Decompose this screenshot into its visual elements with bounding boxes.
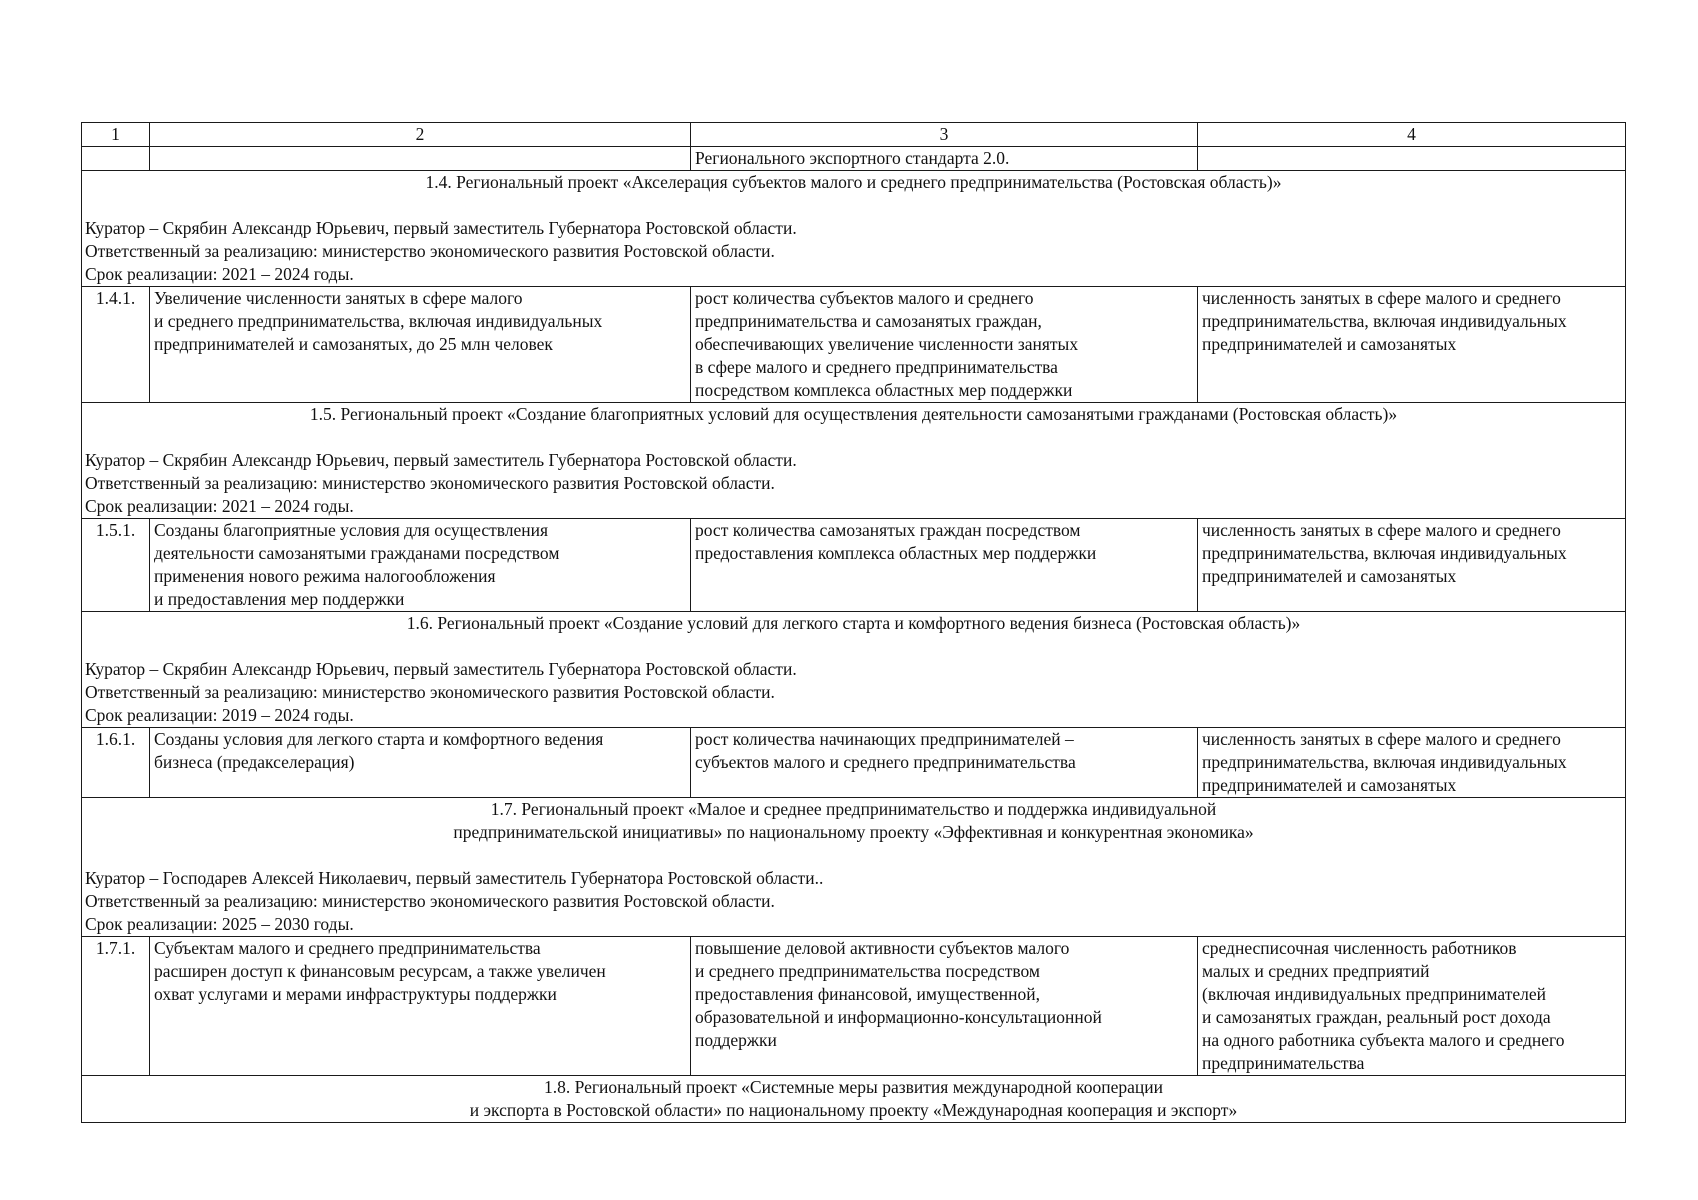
section-responsible: Ответственный за реализацию: министерство экономического развития Ростовской области. — [85, 473, 775, 493]
description-text-line: поддержки — [695, 1030, 777, 1050]
task-cell — [150, 728, 691, 798]
task-cell — [150, 519, 691, 612]
indicator-text-line: и самозанятых граждан, реальный рост дохода — [1202, 1007, 1551, 1027]
description-text-line: и среднего предпринимательства посредством — [695, 961, 1041, 981]
section-title — [85, 798, 1622, 844]
row-number: 1.6.1. — [82, 728, 150, 798]
column-number-1: 1 — [82, 123, 150, 147]
description-text-line: предоставления комплекса областных мер поддержки — [695, 543, 1097, 563]
task-cell — [150, 937, 691, 1076]
continuation-row — [82, 147, 1626, 171]
section-header-row — [82, 612, 1626, 728]
description-cell — [691, 728, 1198, 798]
task-text-line: и среднего предпринимательства, включая индивидуальных — [154, 311, 603, 331]
table-row — [82, 519, 1626, 612]
section-header-row — [82, 403, 1626, 519]
task-text-line: предпринимателей и самозанятых, до 25 млн человек — [154, 334, 553, 354]
final-section-title — [85, 1076, 1622, 1122]
task-text-line: деятельности самозанятыми гражданами посредством — [154, 543, 560, 563]
column-number-3: 3 — [691, 123, 1198, 147]
task-text-line: Увеличение численности занятых в сфере малого — [154, 288, 523, 308]
section-header-row — [82, 798, 1626, 937]
column-number-4: 4 — [1198, 123, 1626, 147]
description-text-line: предпринимательства и самозанятых граждан, — [695, 311, 1042, 331]
task-text-line: бизнеса (предакселерация) — [154, 752, 355, 772]
row-number: 1.4.1. — [82, 287, 150, 403]
section-header-cell — [82, 612, 1626, 728]
description-text-line: посредством комплекса областных мер поддержки — [695, 380, 1073, 400]
document-table — [81, 122, 1626, 1123]
row-number: 1.5.1. — [82, 519, 150, 612]
continuation-cell-2 — [150, 147, 691, 171]
indicator-text-line: численность занятых в сфере малого и среднего — [1202, 288, 1561, 308]
section-curator: Куратор – Скрябин Александр Юрьевич, первый заместитель Губернатора Ростовской области. — [85, 659, 797, 679]
section-header-cell — [82, 403, 1626, 519]
indicator-text-line: предпринимательства, включая индивидуальных — [1202, 543, 1567, 563]
description-cell — [691, 937, 1198, 1076]
final-section-header-row — [82, 1076, 1626, 1123]
row-number: 1.7.1. — [82, 937, 150, 1076]
description-text-line: образовательной и информационно-консультационной — [695, 1007, 1102, 1027]
section-header-row — [82, 171, 1626, 287]
section-title-line: и экспорта в Ростовской области» по национальному проекту «Международная кооперация и экспорт» — [469, 1100, 1238, 1120]
section-title — [85, 171, 1622, 194]
indicator-text-line: предпринимателей и самозанятых — [1202, 566, 1457, 586]
description-text-line: в сфере малого и среднего предпринимательства — [695, 357, 1058, 377]
indicator-text-line: на одного работника субъекта малого и среднего — [1202, 1030, 1565, 1050]
section-term: Срок реализации: 2021 – 2024 годы. — [85, 264, 354, 284]
description-text-line: обеспечивающих увеличение численности занятых — [695, 334, 1079, 354]
section-header-cell — [82, 171, 1626, 287]
section-title-line: предпринимательской инициативы» по национальному проекту «Эффективная и конкурентная экономика» — [453, 822, 1254, 842]
column-number-2: 2 — [150, 123, 691, 147]
section-curator: Куратор – Господарев Алексей Николаевич, первый заместитель Губернатора Ростовской области.. — [85, 868, 824, 888]
section-title — [85, 612, 1622, 635]
section-responsible: Ответственный за реализацию: министерство экономического развития Ростовской области. — [85, 241, 775, 261]
section-title-line: 1.5. Региональный проект «Создание благоприятных условий для осуществления деятельности самозанятыми гражданами (Ростовская область)» — [309, 404, 1398, 424]
table-body — [82, 123, 1626, 1123]
section-header-cell — [82, 798, 1626, 937]
description-text-line: повышение деловой активности субъектов малого — [695, 938, 1070, 958]
task-text-line: Созданы условия для легкого старта и комфортного ведения — [154, 729, 604, 749]
indicator-text-line: численность занятых в сфере малого и среднего — [1202, 520, 1561, 540]
description-text-line: предоставления финансовой, имущественной, — [695, 984, 1040, 1004]
description-text-line: рост количества самозанятых граждан посредством — [695, 520, 1081, 540]
task-text-line: расширен доступ к финансовым ресурсам, а также увеличен — [154, 961, 606, 981]
indicator-text-line: численность занятых в сфере малого и среднего — [1202, 729, 1561, 749]
table-row — [82, 287, 1626, 403]
indicator-text-line: предпринимателей и самозанятых — [1202, 334, 1457, 354]
continuation-cell-1 — [82, 147, 150, 171]
description-text-line: рост количества субъектов малого и среднего — [695, 288, 1034, 308]
task-text-line: Созданы благоприятные условия для осуществления — [154, 520, 549, 540]
section-responsible: Ответственный за реализацию: министерство экономического развития Ростовской области. — [85, 891, 775, 911]
indicator-text-line: предпринимательства, включая индивидуальных — [1202, 311, 1567, 331]
task-text-line: применения нового режима налогообложения — [154, 566, 496, 586]
section-title-line: 1.6. Региональный проект «Создание условий для легкого старта и комфортного ведения бизнеса (Ростовская область)» — [406, 613, 1301, 633]
section-curator: Куратор – Скрябин Александр Юрьевич, первый заместитель Губернатора Ростовской области. — [85, 450, 797, 470]
continuation-cell-4 — [1198, 147, 1626, 171]
section-title-line: 1.8. Региональный проект «Системные меры развития международной кооперации — [543, 1077, 1164, 1097]
indicator-text-line: малых и средних предприятий — [1202, 961, 1430, 981]
indicator-text-line: предпринимательства, включая индивидуальных — [1202, 752, 1567, 772]
section-term: Срок реализации: 2025 – 2030 годы. — [85, 914, 354, 934]
section-term: Срок реализации: 2019 – 2024 годы. — [85, 705, 354, 725]
continuation-cell-3: Регионального экспортного стандарта 2.0. — [691, 147, 1198, 171]
section-title — [85, 403, 1622, 426]
section-title-line: 1.4. Региональный проект «Акселерация субъектов малого и среднего предпринимательства (Ростовская область)» — [425, 172, 1282, 192]
description-cell — [691, 519, 1198, 612]
description-text-line: субъектов малого и среднего предпринимательства — [695, 752, 1076, 772]
task-text-line: Субъектам малого и среднего предпринимательства — [154, 938, 541, 958]
section-responsible: Ответственный за реализацию: министерство экономического развития Ростовской области. — [85, 682, 775, 702]
final-section-header-cell — [82, 1076, 1626, 1123]
task-text-line: охват услугами и мерами инфраструктуры поддержки — [154, 984, 557, 1004]
task-cell — [150, 287, 691, 403]
section-term: Срок реализации: 2021 – 2024 годы. — [85, 496, 354, 516]
column-number-row — [82, 123, 1626, 147]
table-row — [82, 937, 1626, 1076]
indicator-cell — [1198, 728, 1626, 798]
section-title-line: 1.7. Региональный проект «Малое и среднее предпринимательство и поддержка индивидуальной — [490, 799, 1217, 819]
indicator-text-line: (включая индивидуальных предпринимателей — [1202, 984, 1546, 1004]
indicator-text-line: среднесписочная численность работников — [1202, 938, 1517, 958]
indicator-cell — [1198, 937, 1626, 1076]
task-text-line: и предоставления мер поддержки — [154, 589, 405, 609]
description-cell — [691, 287, 1198, 403]
section-curator: Куратор – Скрябин Александр Юрьевич, первый заместитель Губернатора Ростовской области. — [85, 218, 797, 238]
table-row — [82, 728, 1626, 798]
description-text-line: рост количества начинающих предпринимателей – — [695, 729, 1074, 749]
indicator-cell — [1198, 287, 1626, 403]
indicator-text-line: предпринимателей и самозанятых — [1202, 775, 1457, 795]
indicator-cell — [1198, 519, 1626, 612]
indicator-text-line: предпринимательства — [1202, 1053, 1365, 1073]
